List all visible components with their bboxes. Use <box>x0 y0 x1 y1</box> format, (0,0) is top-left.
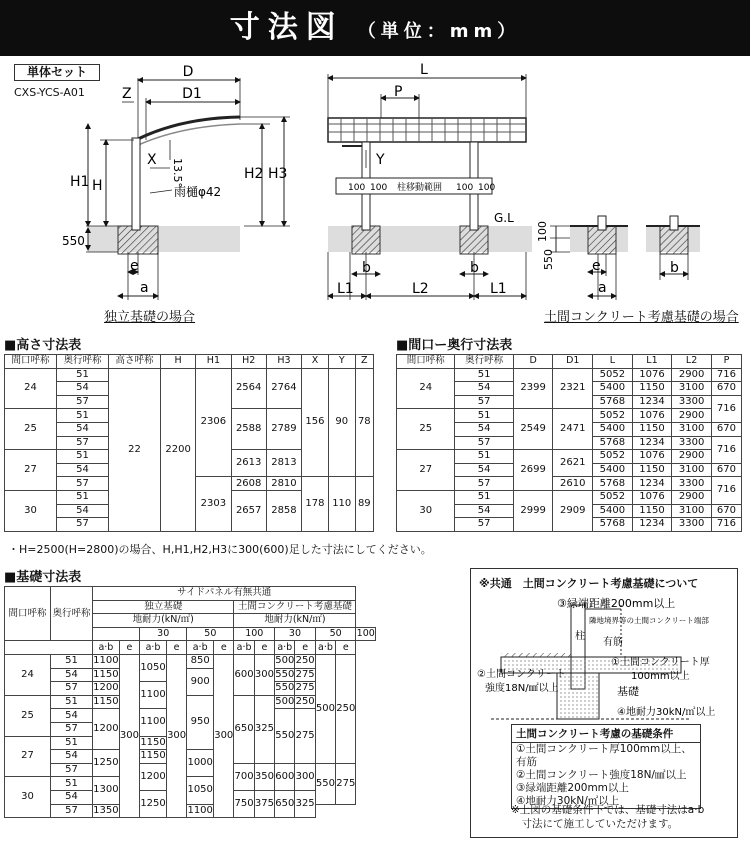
label-D: D <box>182 64 194 80</box>
col-H3: H3 <box>266 355 301 369</box>
table-cell: 50 <box>187 627 234 641</box>
label-100-b: 100 <box>370 183 388 193</box>
table-cell: 1234 <box>632 395 672 409</box>
table-cell: 275 <box>295 668 315 680</box>
table-cell: 3100 <box>672 422 712 436</box>
table-cell: 54 <box>51 709 93 723</box>
label-r550: 550 <box>542 249 555 270</box>
table-cell: 5052 <box>593 450 633 464</box>
table-cell: 1250 <box>93 750 120 777</box>
table-cell: 110 <box>328 477 355 531</box>
table-cell: 5768 <box>593 395 633 409</box>
table-cell: 3300 <box>672 518 712 532</box>
col-height: 高さ呼称 <box>109 355 161 369</box>
table-cell: 156 <box>302 368 329 477</box>
table-cell: 300 <box>214 654 234 817</box>
table-cell: 51 <box>51 695 93 709</box>
table-cell: 5400 <box>593 382 633 396</box>
table-cell: 1150 <box>140 736 166 748</box>
table-cell: 1200 <box>140 763 167 790</box>
table-cell: 51 <box>455 409 513 423</box>
label-GL: G.L <box>494 211 514 225</box>
table-cell: 51 <box>57 409 109 423</box>
table-cell: 300 <box>119 654 139 817</box>
table-cell: 2608 <box>231 477 266 491</box>
table-cell: 57 <box>57 518 109 532</box>
table-cell: 2588 <box>231 409 266 450</box>
table-cell: 2900 <box>672 368 712 382</box>
table-cell: 57 <box>455 518 513 532</box>
table-cell: 2610 <box>553 477 593 491</box>
table-cell: 1150 <box>632 382 672 396</box>
table-cell: 2764 <box>266 368 301 409</box>
unit-label: （単位：mm） <box>357 21 521 42</box>
table-cell: a·b <box>93 641 120 655</box>
table-cell: 3100 <box>672 382 712 396</box>
height-table <box>4 354 374 532</box>
table-cell: 1350 <box>93 804 119 816</box>
table-cell: 54 <box>57 422 109 436</box>
table-cell: 1076 <box>632 490 672 504</box>
table-cell: 25 <box>5 695 51 736</box>
table-cell: 1150 <box>93 668 119 680</box>
table-cell: 1150 <box>632 422 672 436</box>
table-cell: 51 <box>57 368 109 382</box>
table-cell: 100 <box>356 628 375 640</box>
cond2b-label: 強度18N/㎟以上 <box>485 683 559 694</box>
label-a: a <box>140 280 149 296</box>
table-cell: 900 <box>187 668 214 695</box>
cond1b-label: 100mm以上 <box>631 671 690 682</box>
col-H: H <box>161 355 196 369</box>
table-cell: 1100 <box>140 682 167 709</box>
table-cell: 50 <box>315 627 356 641</box>
post-label: 柱 <box>575 631 585 642</box>
table-cell: 27 <box>397 450 455 491</box>
conditions-title: 土間コンクリート考慮の基礎条件 <box>512 725 700 743</box>
table-cell: 2900 <box>672 450 712 464</box>
table-cell: 1050 <box>187 777 214 804</box>
table-cell: D <box>513 355 553 369</box>
table-cell: 54 <box>51 750 93 764</box>
table-cell: 2200 <box>161 368 196 531</box>
table-cell <box>5 641 93 655</box>
table-cell: 54 <box>455 422 513 436</box>
table-cell: 550 <box>275 668 295 680</box>
table-cell: 2621 <box>553 450 593 477</box>
table-cell: 300 <box>295 763 315 790</box>
table-cell: a·b <box>315 641 335 655</box>
table-cell: 24 <box>397 368 455 409</box>
table-cell: 670 <box>711 504 741 518</box>
label-angle: 13.5° <box>171 158 184 188</box>
table-cell: 27 <box>5 450 57 491</box>
base-label: 基礎 <box>617 685 639 698</box>
label-H2: H2 <box>244 166 264 182</box>
table-cell: 2613 <box>231 450 266 477</box>
label-Y: Y <box>376 152 385 168</box>
table-cell: 57 <box>57 436 109 450</box>
table-cell: 650 <box>234 695 254 763</box>
table-cell: 325 <box>295 790 315 817</box>
table-cell: 2813 <box>266 450 301 477</box>
table-cell: 3100 <box>672 504 712 518</box>
table-cell: 土間コンクリート考慮基礎 <box>234 600 356 614</box>
table-cell: 27 <box>5 736 51 777</box>
table-cell: 2303 <box>196 477 231 531</box>
label-e: e <box>130 258 139 274</box>
table-cell: 5768 <box>593 436 633 450</box>
table-cell: 3300 <box>672 477 712 491</box>
table-cell: 51 <box>57 490 109 504</box>
table-cell: 57 <box>455 436 513 450</box>
table-cell: 51 <box>455 450 513 464</box>
table-cell: 57 <box>51 763 93 777</box>
table-cell: 670 <box>711 463 741 477</box>
page-title: 寸法図 <box>229 10 344 45</box>
table-cell: 57 <box>51 722 93 736</box>
table-cell: 5768 <box>593 477 633 491</box>
table-cell: 100 <box>234 627 275 641</box>
table-cell: 2900 <box>672 490 712 504</box>
table-cell: サイドパネル有無共通 <box>93 587 356 601</box>
table-cell: 奥行呼称 <box>455 355 513 369</box>
table-cell: 30 <box>5 490 57 531</box>
table-cell: 1100 <box>140 709 167 736</box>
title-banner <box>0 0 750 56</box>
table-cell: 1300 <box>93 777 120 804</box>
table-cell: 2564 <box>231 368 266 409</box>
table-cell: 1250 <box>140 790 167 817</box>
table-cell: 30 <box>140 627 187 641</box>
table-cell: 1234 <box>632 436 672 450</box>
label-100-d: 100 <box>478 183 496 193</box>
table-cell: 500 <box>315 654 335 763</box>
table-cell: a·b <box>140 641 167 655</box>
table-cell: 5052 <box>593 409 633 423</box>
col-depth: 奥行呼称 <box>57 355 109 369</box>
table-cell: 716 <box>711 436 741 463</box>
table-cell: 間口呼称 <box>5 587 51 641</box>
table-cell: 716 <box>711 368 741 382</box>
table-cell: 950 <box>187 695 214 749</box>
table-cell: 奥行呼称 <box>51 587 93 641</box>
table-cell: e <box>254 641 274 655</box>
table-cell: 54 <box>455 463 513 477</box>
table-cell: 30 <box>5 777 51 818</box>
label-H1: H1 <box>70 174 90 190</box>
table-cell: 独立基礎 <box>93 600 234 614</box>
table-cell: 24 <box>5 654 51 695</box>
table-cell: L <box>593 355 633 369</box>
table-cell: 600 <box>234 654 254 695</box>
table-cell: 2999 <box>513 490 553 531</box>
table-cell: 5400 <box>593 422 633 436</box>
table-cell: 550 <box>315 763 335 804</box>
table-cell: 275 <box>295 682 315 694</box>
col-Z: Z <box>355 355 373 369</box>
table-cell: 178 <box>302 477 329 531</box>
label-r-b: b <box>670 260 679 276</box>
box-footnote: ※上図の基礎条件下では、基礎寸法はa·b 寸法にて施工していただけます。 <box>511 804 705 830</box>
table-cell: 716 <box>711 477 741 504</box>
table-cell: 5768 <box>593 518 633 532</box>
table-cell: 550 <box>275 709 295 763</box>
label-550: 550 <box>62 234 85 248</box>
label-X: X <box>147 152 157 168</box>
label-D1: D1 <box>182 86 202 102</box>
table-cell: L2 <box>672 355 712 369</box>
table-cell: 51 <box>455 368 513 382</box>
table-cell: 1150 <box>140 750 166 762</box>
height-note: ・H=2500(H=2800)の場合、H,H1,H2,H3に300(600)足した寸法にしてください。 <box>8 543 432 556</box>
table-cell: 51 <box>51 777 93 791</box>
table-cell: 51 <box>57 450 109 464</box>
table-cell: 2900 <box>672 409 712 423</box>
table-cell: 3100 <box>672 463 712 477</box>
table-cell: 700 <box>234 763 254 790</box>
cond2-label: ②土間コンクリート <box>477 669 566 680</box>
label-b: b <box>362 260 371 276</box>
table-cell: 300 <box>254 654 274 695</box>
table-cell: 57 <box>51 804 93 818</box>
table-cell: 54 <box>57 504 109 518</box>
doma-detail <box>536 216 700 300</box>
label-r-a: a <box>598 280 607 296</box>
cond1-label: ①土間コンクリート厚 <box>611 657 710 668</box>
table-cell: 1150 <box>93 696 119 708</box>
label-H3: H3 <box>268 166 288 182</box>
table-cell: 5052 <box>593 368 633 382</box>
table-cell: 670 <box>711 382 741 396</box>
table-cell: 1076 <box>632 450 672 464</box>
table-cell: 54 <box>455 382 513 396</box>
caption-doma: 土間コンクリート考慮基礎の場合 <box>544 310 739 325</box>
table-cell: 90 <box>328 368 355 477</box>
cond3-label: ③緑端距離200mm以上 <box>557 597 676 610</box>
opening-table <box>396 354 742 532</box>
table-cell: 750 <box>234 790 254 817</box>
table-cell: 550 <box>275 682 295 694</box>
label-Z: Z <box>122 86 132 102</box>
foundation-section-diagram <box>471 591 737 741</box>
table-cell: 54 <box>51 668 93 682</box>
table-cell: e <box>166 641 186 655</box>
col-H2: H2 <box>231 355 266 369</box>
table-cell: e <box>295 641 315 655</box>
label-P: P <box>394 84 403 100</box>
table-cell: 2699 <box>513 450 553 491</box>
table-cell: 54 <box>57 463 109 477</box>
table-cell: 2306 <box>196 368 231 477</box>
label-r100: 100 <box>536 221 549 242</box>
label-L1: L1 <box>337 281 354 297</box>
table-cell: 2789 <box>266 409 301 450</box>
label-100-a: 100 <box>348 183 366 193</box>
table-cell: 1200 <box>93 682 119 694</box>
table-cell: 地耐力(kN/㎡) <box>234 614 356 628</box>
table-cell: 300 <box>166 654 186 817</box>
table-cell: 2549 <box>513 409 553 450</box>
table-cell: a·b <box>187 641 214 655</box>
table-cell: 275 <box>336 763 356 804</box>
condition-1: ①土間コンクリート厚100mm以上、有筋 <box>516 743 692 768</box>
table-cell: 51 <box>51 654 93 668</box>
table-cell: e <box>336 641 356 655</box>
table-cell: 500 <box>275 655 295 667</box>
table-cell: 1200 <box>93 709 120 750</box>
table-cell: 25 <box>5 409 57 450</box>
foundation-table <box>4 586 376 818</box>
label-b2: b <box>470 260 479 276</box>
box-title: ※共通 土間コンクリート考慮基礎について <box>479 577 699 590</box>
table-cell: 30 <box>275 627 316 641</box>
table-cell: 3300 <box>672 395 712 409</box>
table-cell: 5400 <box>593 504 633 518</box>
table-cell: 57 <box>57 395 109 409</box>
label-r-e: e <box>592 258 601 274</box>
table-cell: e <box>214 641 234 655</box>
height-table-title: ■高さ寸法表 <box>4 338 82 353</box>
model-code: CXS-YCS-A01 <box>14 86 85 99</box>
label-range: 柱移動範囲 <box>397 183 443 193</box>
rebar-label: 有筋 <box>603 637 623 648</box>
table-cell: 716 <box>711 395 741 422</box>
table-cell: 54 <box>455 504 513 518</box>
col-H1: H1 <box>196 355 231 369</box>
table-cell: 2810 <box>266 477 301 491</box>
foundation-table-title: ■基礎寸法表 <box>4 570 82 585</box>
table-cell: 2858 <box>266 490 301 531</box>
table-cell: 670 <box>711 422 741 436</box>
table-cell: 地耐力(kN/㎡) <box>93 614 234 628</box>
table-cell: 650 <box>275 790 295 817</box>
table-cell: 5052 <box>593 490 633 504</box>
table-cell: 51 <box>51 736 93 750</box>
conditions-box <box>511 724 701 809</box>
table-cell: 57 <box>455 395 513 409</box>
condition-4: ④地耐力30kN/㎡以上 <box>516 795 620 807</box>
table-cell: 3300 <box>672 436 712 450</box>
table-cell: 間口呼称 <box>397 355 455 369</box>
col-X: X <box>302 355 329 369</box>
table-cell: 716 <box>711 518 741 532</box>
table-cell: 57 <box>57 477 109 491</box>
table-cell: 850 <box>187 654 214 668</box>
table-cell: 2399 <box>513 368 553 409</box>
table-cell: 600 <box>275 763 295 790</box>
table-cell: 1234 <box>632 518 672 532</box>
table-cell: 1000 <box>187 750 214 777</box>
table-cell: L1 <box>632 355 672 369</box>
table-cell: 275 <box>295 709 315 763</box>
table-cell: 51 <box>455 490 513 504</box>
dimension-diagram <box>0 56 750 326</box>
condition-2: ②土間コンクリート強度18N/㎟以上 <box>516 769 687 781</box>
condition-3: ③緑端距離200mm以上 <box>516 782 629 794</box>
table-cell: 1150 <box>632 504 672 518</box>
table-cell: 1100 <box>93 655 119 667</box>
boundary-label: 隣地境界等の土間コンクリート端部 <box>589 616 709 625</box>
table-cell: e <box>119 641 139 655</box>
label-100-c: 100 <box>456 183 474 193</box>
doma-foundation-box <box>470 568 738 838</box>
table-cell: 57 <box>455 477 513 491</box>
table-cell: 250 <box>295 696 315 708</box>
set-label: 単体セット <box>14 64 100 81</box>
side-view <box>62 64 290 300</box>
table-cell: 25 <box>397 409 455 450</box>
table-cell: 2321 <box>553 368 593 409</box>
col-width: 間口呼称 <box>5 355 57 369</box>
table-cell: 2909 <box>553 490 593 531</box>
table-cell: 2657 <box>231 490 266 531</box>
table-cell: P <box>711 355 741 369</box>
table-cell: 54 <box>51 790 93 804</box>
table-cell: 24 <box>5 368 57 409</box>
table-cell: 2471 <box>553 409 593 450</box>
table-cell: a·b <box>234 641 254 655</box>
table-cell: 5400 <box>593 463 633 477</box>
opening-table-title: ■間口ー奥行寸法表 <box>396 338 513 353</box>
table-cell: 500 <box>275 696 295 708</box>
label-L1-right: L1 <box>490 281 507 297</box>
table-cell: 1050 <box>140 654 167 681</box>
table-cell: 1234 <box>632 477 672 491</box>
table-cell: 1076 <box>632 409 672 423</box>
table-cell: 350 <box>254 763 274 790</box>
table-cell: 1076 <box>632 368 672 382</box>
table-cell: 22 <box>109 368 161 531</box>
table-cell: 375 <box>254 790 274 817</box>
table-cell: 57 <box>51 682 93 696</box>
table-cell <box>93 627 140 641</box>
table-row <box>5 368 374 382</box>
table-cell: 1150 <box>632 463 672 477</box>
label-L2: L2 <box>412 281 429 297</box>
table-cell: 54 <box>57 382 109 396</box>
table-cell: 250 <box>295 655 315 667</box>
table-cell: D1 <box>553 355 593 369</box>
col-Y: Y <box>328 355 355 369</box>
caption-independent: 独立基礎の場合 <box>104 310 196 325</box>
label-L: L <box>420 62 428 78</box>
label-gutter: 雨樋φ42 <box>174 185 222 199</box>
table-cell: a·b <box>275 641 295 655</box>
table-cell: 78 <box>355 368 373 477</box>
cond4-label: ④地耐力30kN/㎡以上 <box>617 707 716 718</box>
front-view <box>328 62 532 300</box>
label-H: H <box>92 178 103 194</box>
table-cell: 1100 <box>187 804 213 816</box>
table-cell: 89 <box>355 477 373 531</box>
table-cell: 325 <box>254 695 274 763</box>
table-cell: 30 <box>397 490 455 531</box>
table-cell: 250 <box>336 654 356 763</box>
